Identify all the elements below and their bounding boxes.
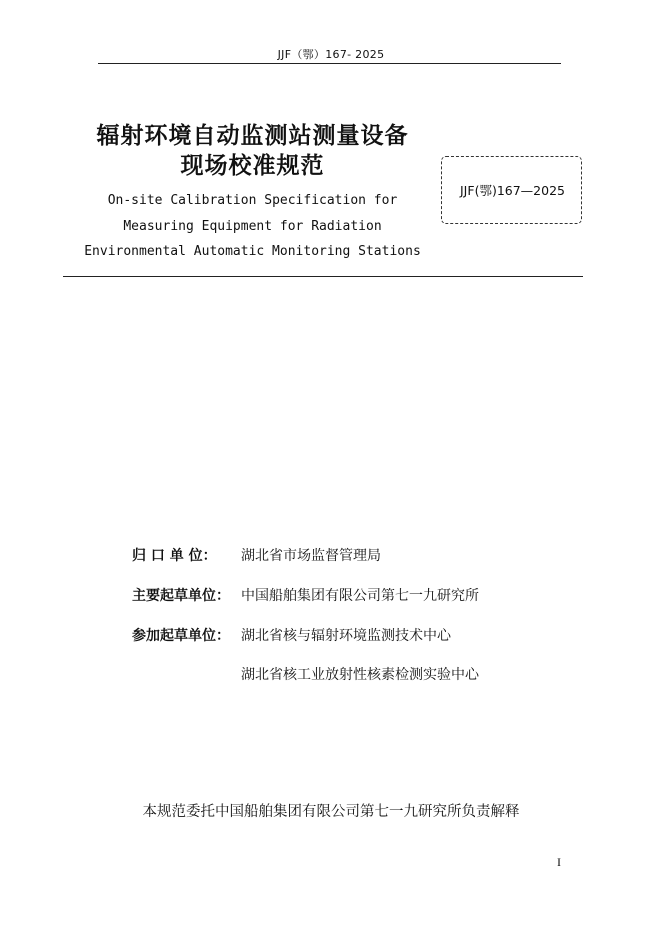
title-english-line-2: Measuring Equipment for Radiation — [123, 219, 382, 234]
title-chinese-line-1: 辐射环境自动监测站测量设备 — [96, 123, 409, 149]
standard-code: JJF(鄂)167—2025 — [460, 183, 565, 198]
header-divider — [98, 63, 561, 64]
page-number: I — [557, 855, 561, 869]
participant-drafter-2: 湖北省核工业放射性核素检测实验中心 — [241, 667, 479, 683]
title-chinese-line-2: 现场校准规范 — [180, 153, 325, 179]
title-english-line-3: Environmental Automatic Monitoring Stations — [84, 244, 421, 259]
main-drafter-value: 中国船舶集团有限公司第七一九研究所 — [241, 588, 479, 604]
header-standard-code: JJF（鄂）167- 2025 — [277, 48, 385, 61]
interpretation-note: 本规范委托中国船舶集团有限公司第七一九研究所负责解释 — [142, 804, 520, 820]
participant-drafter-1: 湖北省核与辐射环境监测技术中心 — [241, 628, 451, 644]
title-divider — [63, 276, 583, 277]
standard-code-box — [441, 156, 582, 224]
title-english-line-1: On-site Calibration Specification for — [107, 193, 398, 208]
responsible-unit-label: 归 口 单 位： — [132, 548, 217, 564]
participant-drafters-label: 参加起草单位： — [132, 628, 230, 644]
responsible-unit-value: 湖北省市场监督管理局 — [241, 548, 381, 564]
main-drafter-label: 主要起草单位： — [132, 588, 230, 604]
